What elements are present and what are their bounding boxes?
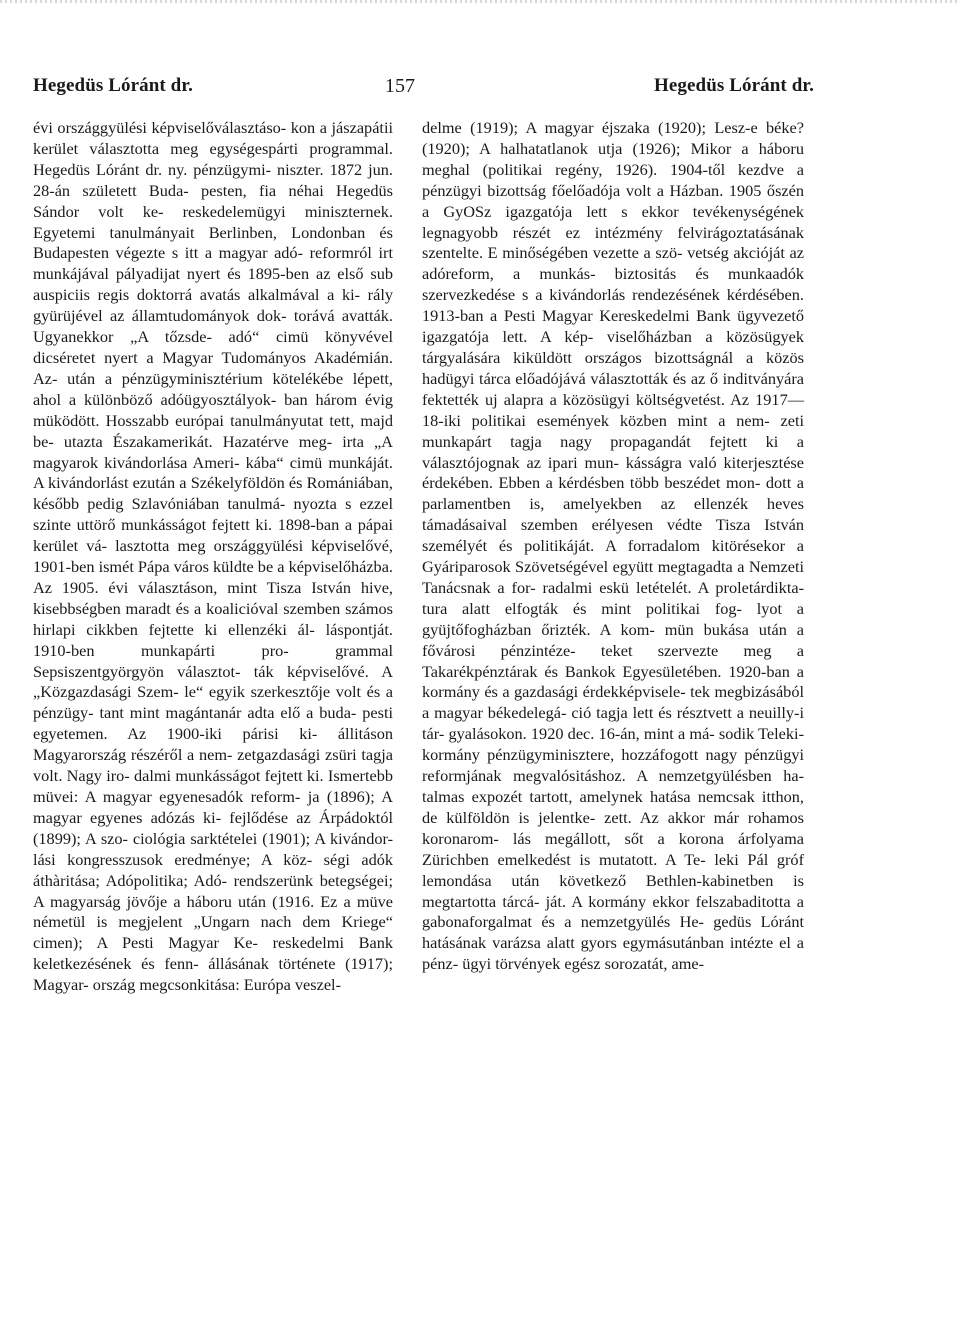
text-column-right — [422, 118, 804, 975]
running-head-right: Hegedüs Lóránt dr. — [654, 75, 814, 96]
text-column-left — [33, 118, 393, 996]
left-column-text: évi országgyülési képviselőválasztáso- kon a jászapátii kerület választotta meg egységespárti programmal. Hegedüs Lóránt dr. ny. pénzügymi- niszter. 1872 jun. 28-án született Buda- pesten, fia néhai Hegedüs Sándor volt ke- reskedelemügyi miniszternek. Egyetemi tanulmányait Berlinben, Londonban és Budapesten végezte s itt a magyar adó- reformról irt munkájával pályadijat nyert és 1895-ben az első sub auspiciis regis doktorrá avatás alkalmával a ki- rály gyürüjével az államtudományok dok- torává avatták. Ugyanekkor „A tőzsde- adó“ cimü könyvével dicséretet nyert a Magyar Tudományos Akadémián. Az- után a pénzügyminisztérium kötelékébe lépett, ahol a különböző adóügyosztályok- ban három évig müködött. Hosszabb európai tanulmányutat tett, majd be- utazta Északamerikát. Hazatérve meg- irta „A magyarok kivándorlása Ameri- kába“ cimü munkáját. A kivándorlást ezután a Székelyföldön és Romániában, később pedig Szlavóniában tanulmá- nyozta s ezzel szinte uttörő munkásságot fejtett ki. 1898-ban a pápai kerület vá- lasztotta meg országgyülési képviselővé, 1901-ben ismét Pápa város küldte be a képviselőházba. Az 1905. évi választáson, mint Tisza István hive, kisebbségben maradt és a koalicióval szemben számos hirlapi cikkben fejtette ki ellenzéki ál- láspontját. 1910-ben munkapárti pro- grammal Sepsiszentgyörgyön választot- ták képviselővé. A „Közgazdasági Szem- le“ egyik szerkesztője volt és a pénzügy- tant mint magántanár adta elő a buda- pesti egyetemen. Az 1900-iki párisi ki- állitáson Magyarország részéről a nem- zetgazdasági zsüri tagja volt. Nagy iro- dalmi munkásságot fejtett ki. Ismertebb müvei: A magyar egyenesadók reform- ja (1896); A magyar egyenes adózás ki- fejlődése az Árpádoktól (1899); A szo- ciológia sarktételei (1901); A kivándor- lási kongresszusok eredménye; A köz- ségi adók áthàritása; Adópolitika; Adó- rendszerünk betegségei; A magyarság jövője a háboru után (1916. Ez a müve németül is megjelent „Ungarn nach dem Kriege“ cimen); A Pesti Magyar Ke- reskedelmi Bank keletkezésének és fenn- állásának története (1917); Magyar- ország megcsonkitása: Európa veszel- — [33, 118, 393, 995]
scan-edge-line — [0, 0, 960, 3]
right-column-text: delme (1919); A magyar éjszaka (1920); Lesz-e béke? (1920); A halhatatlanok utja (1926); Mikor a háboru meghal (politikai regény, 1926). 1904-től kezdve a pénzügyi bizottság főelőadója volt a Házban. 1905 őszén a GyOSz igazgatója lett s ekkor tevékenységének legnagyobb részét ez intézmény felvirágoztatásának szentelte. E minőségében vezette a szö- vetség akcióját az adóreform, a munkás- biztositás és munkaadók szervezkedése s a kivándorlás rendezésének kérdésében. 1913-ban a Pesti Magyar Kereskedelmi Bank ügyvezető igazgatója lett. A kép- viselőházban a közösügyek tárgyalására kiküldött országos bizottságnál a közös hadügyi tárca előadójává választották és az ő inditványára fektették uj alapra a közösügyi költségvetést. Az 1917—18-iki politikai események közben mint a nem- zeti munkapárt tagja nagy propagandát fejtett ki a választójognak az ipari mun- kásságra való kiterjesztése érdekében. Ebben a kérdésben több beszédet mon- dott a parlamentben is, amelyekben az ellenzék heves támadásaival szemben erélyesen védte Tisza István személyét és politikáját. A forradalom kitörésekor a Gyáriparosok Szövetségével együtt megtagadta a Nemzeti Tanácsnak a for- radalmi eskü letételét. A proletárdikta- tura alatt elfogták és mint politikai fog- lyot a gyüjtőfogházban őrizték. A kom- mün bukása után a fővárosi pénzintéze- teket szervezte meg a Takarékpénztárak és Bankok Egyesületében. 1920-ban a kormány és a gazdasági érdekképvisele- tek megbizásából a magyar békedelegá- ció tagja lett és résztvett a neuilly-i tár- gyalásokon. 1920 dec. 16-án, mint a má- sodik Teleki-kormány pénzügyminisztere, hozzáfogott nagy pénzügyi reformjának megvalósitáshoz. A nemzetgyülésben ha- talmas expozét tartott, amelynek hatása nemcsak itthon, de külföldön is jelentke- zett. Az akkor már rohamos koronarom- lás megállott, sőt a korona árfolyama Zürichben emelkedést is mutatott. A Te- leki Pál gróf lemondása után következő Bethlen-kabinetben is megtartotta tárcá- ját. A kormány ekkor felszabaditotta a gabonaforgalmat és a nemzetgyülés He- gedüs Lóránt hatásának varázsa alatt gyors egymásutánban intézte el a pénz- ügyi törvények egész sorozatát, ame- — [422, 118, 804, 974]
running-head-left: Hegedüs Lóránt dr. — [33, 75, 193, 96]
page-number: 157 — [384, 75, 416, 97]
